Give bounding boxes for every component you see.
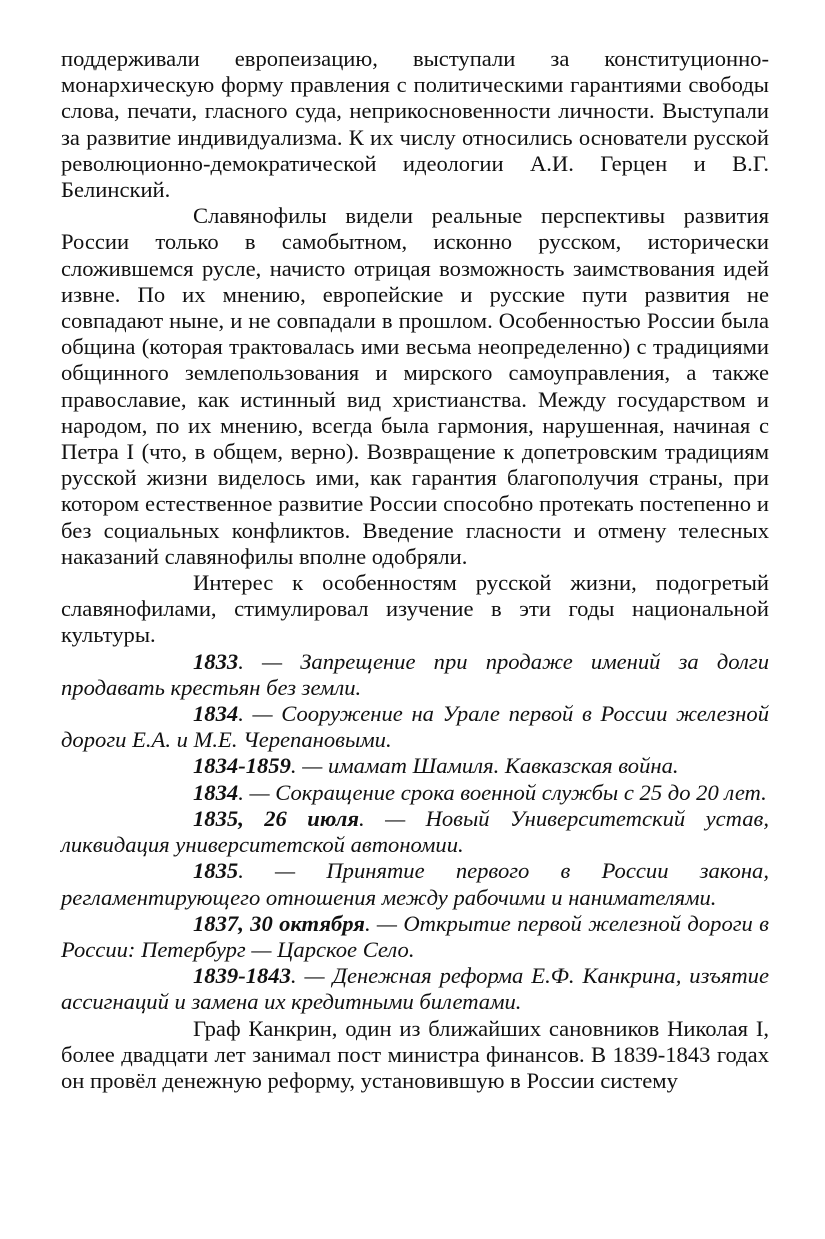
event-text: . — Денежная реформа Е.Ф. Канкрина, изъятие ассигнаций и замена их кредитными билетами.	[61, 963, 769, 1015]
event-date: 1834	[193, 701, 239, 727]
event-1837	[61, 911, 769, 963]
event-1835-charter	[61, 806, 769, 858]
event-text: . — имамат Шамиля. Кавказская война.	[290, 753, 679, 779]
event-date: 1833	[193, 648, 239, 674]
paragraph-westerners: поддерживали европеизацию, выступали за конституционно-монархическую форму правления с политическими гарантиями свободы слова, печати, гласного суда, неприкосновенности личности. Выступали за развитие индивидуализма. К их числу относились основатели русской революционно-демократической идеологии А.И. Герцен и В.Г. Белинский.	[61, 46, 769, 203]
event-text: . — Запрещение при продаже имений за долги продавать крестьян без земли.	[61, 648, 769, 700]
event-text: . — Новый Университетский устав, ликвидация университетской автономии.	[61, 805, 769, 858]
event-1835-law	[61, 858, 769, 910]
event-1834-military	[61, 780, 769, 806]
event-1839-1843	[61, 963, 769, 1015]
paragraph-slavophiles: Славянофилы видели реальные перспективы развития России только в самобытном, исконно русском, исторически сложившемся русле, начисто отрицая возможность заимствования идей извне. По их мнению, европейские и русские пути развития не совпадают ныне, и не совпадали в прошлом. Особенностью России была община (которая трактовалась ими весьма неопределенно) с традициями общинного землепользования и мирского самоуправления, а также православие, как истинный вид христианства. Между государством и народом, по их мнению, всегда была гармония, нарушенная, начиная с Петра I (что, в общем, верно). Возвращение к допетровским традициям русской жизни виделось ими, как гарантия благополучия страны, при котором естественное развитие России способно протекать постепенно и без социальных конфликтов. Введение гласности и отмену телесных наказаний славянофилы вполне одобряли.	[61, 203, 769, 569]
event-date: 1839-1843	[193, 963, 291, 989]
event-date: 1837, 30 октября	[193, 910, 365, 936]
event-date: 1834	[193, 779, 239, 805]
event-text: . — Открытие первой железной дороги в России: Петербург — Царское Село.	[61, 910, 769, 962]
event-date: 1835	[193, 858, 239, 884]
paragraph-national-culture: Интерес к особенностям русской жизни, подогретый славянофилами, стимулировал изучение в эти годы национальной культуры.	[61, 570, 769, 648]
event-1834-1859	[61, 753, 769, 779]
event-text: . — Сокращение срока военной службы с 25 до 20 лет.	[238, 779, 767, 805]
event-date: 1835, 26 июля	[193, 805, 359, 831]
event-text: . — Сооружение на Урале первой в России железной дороги Е.А. и М.Е. Черепановыми.	[61, 701, 769, 753]
event-1834-railway	[61, 701, 769, 753]
event-text: . — Принятие первого в России закона, регламентирующего отношения между рабочими и нанимателями.	[61, 858, 769, 910]
event-date: 1834-1859	[193, 753, 291, 779]
event-1833	[61, 649, 769, 701]
paragraph-kankrin: Граф Канкрин, один из ближайших сановников Николая I, более двадцати лет занимал пост министра финансов. В 1839-1843 годах он провёл денежную реформу, установившую в России систему	[61, 1015, 769, 1093]
